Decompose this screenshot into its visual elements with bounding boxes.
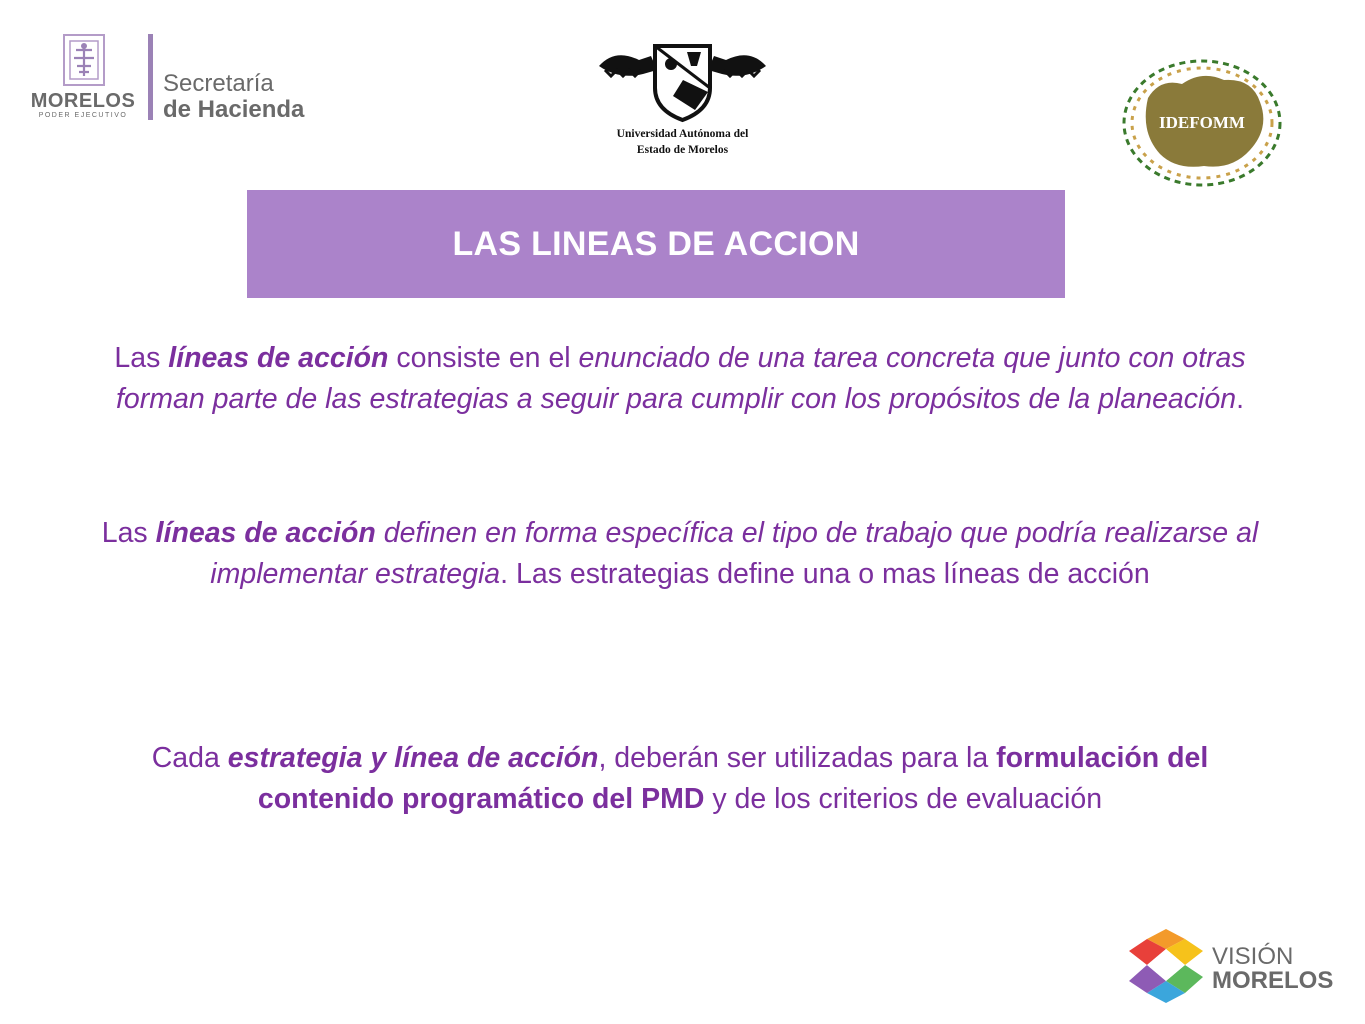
vision-label: VISIÓN — [1212, 943, 1294, 970]
slide-title: LAS LINEAS DE ACCION — [452, 225, 860, 263]
morelos-label: MORELOS — [1212, 967, 1334, 994]
morelos-emblem-icon — [61, 32, 107, 88]
text-run: líneas de acción — [155, 517, 376, 549]
text-run: Cada — [151, 742, 228, 774]
uaem-logo — [595, 40, 770, 160]
uaem-crest-icon — [595, 40, 770, 124]
morelos-hacienda-logo — [28, 32, 328, 124]
hacienda-label: de Hacienda — [163, 96, 305, 123]
text-run: Las — [114, 342, 169, 374]
secretaria-label: Secretaría — [163, 70, 274, 97]
vision-morelos-logo — [1125, 925, 1335, 1010]
idefomm-logo — [1120, 58, 1285, 188]
paragraph-usage — [80, 738, 1280, 820]
text-run: líneas de acción — [168, 342, 389, 374]
idefomm-map-icon — [1120, 58, 1285, 188]
text-run: definen en forma específica el tipo de trabajo que podría realizarse al implementar estrategia — [210, 517, 1259, 590]
text-run: . — [1236, 383, 1244, 415]
morelos-wordmark: MORELOS — [30, 90, 136, 112]
poder-ejecutivo-label: PODER EJECUTIVO — [38, 112, 128, 119]
text-run: Las — [101, 517, 156, 549]
text-run: enunciado de una tarea concreta que junto con otras forman parte de las estrategias a seguir para cumplir con los propósitos de la planeación — [116, 342, 1246, 415]
text-run: . Las estrategias define una o mas líneas de acción — [500, 558, 1150, 590]
text-run: consiste en el — [388, 342, 579, 374]
text-run: formulación del contenido programático del PMD — [257, 742, 1209, 815]
uaem-name-line1: Universidad Autónoma del — [616, 128, 749, 140]
idefomm-text: IDEFOMM — [1159, 113, 1245, 132]
paragraph-definition — [80, 338, 1280, 420]
vision-hexagon-icon — [1125, 925, 1207, 1007]
logo-divider — [148, 34, 153, 120]
title-banner — [247, 190, 1065, 298]
text-run: , deberán ser utilizadas para la — [598, 742, 997, 774]
uaem-name-line2: Estado de Morelos — [636, 144, 729, 156]
text-run: estrategia y línea de acción — [227, 742, 599, 774]
text-run — [376, 517, 384, 549]
paragraph-purpose — [80, 513, 1280, 595]
text-run: y de los criterios de evaluación — [704, 783, 1103, 815]
